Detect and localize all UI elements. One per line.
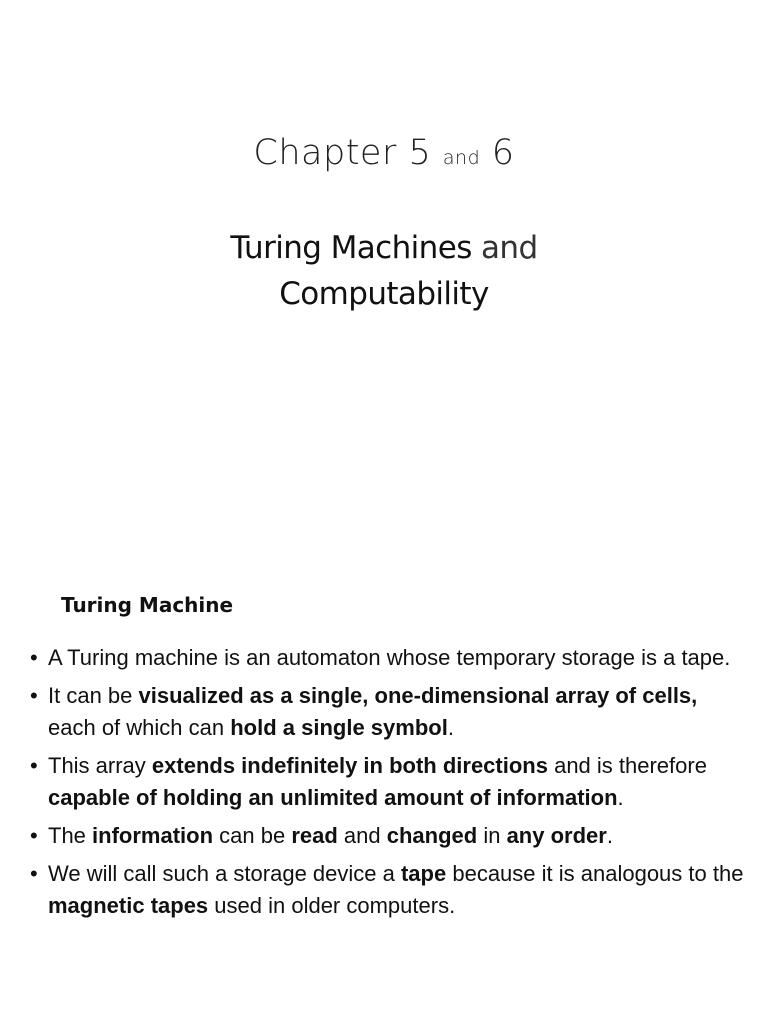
subtitle-and: and <box>481 230 538 266</box>
bullet-item <box>30 858 750 922</box>
bullet-bold-text: information <box>92 823 214 848</box>
bullet-bold-text: capable of holding an unlimited amount of information <box>48 785 618 810</box>
bullet-text: and is therefore <box>547 753 707 778</box>
bullet-text: in <box>477 823 507 848</box>
bullet-list <box>30 642 750 928</box>
bullet-item <box>30 642 750 674</box>
bullet-bold-text: tape <box>400 861 447 886</box>
bullet-bold-text: magnetic tapes <box>48 893 209 918</box>
slide-subtitle <box>0 225 768 317</box>
chapter-number: 6 <box>491 133 515 173</box>
bullet-item <box>30 680 750 744</box>
bullet-text: A Turing machine is an automaton whose temporary storage is a tape. <box>48 645 731 670</box>
bullet-text: . <box>447 715 454 740</box>
content-slide <box>0 560 768 1024</box>
bullet-text: used in older computers. <box>208 893 456 918</box>
bullet-dot-icon: • <box>30 823 38 848</box>
bullet-bold-text: read <box>291 823 338 848</box>
bullet-text: This array <box>48 753 152 778</box>
bullet-bold-text: hold a single symbol <box>230 715 448 740</box>
chapter-title <box>0 128 768 183</box>
bullet-text: each of which can <box>48 715 231 740</box>
bullet-text: . <box>606 823 613 848</box>
chapter-and: and <box>442 147 481 169</box>
bullet-text: It can be <box>48 683 139 708</box>
bullet-dot-icon: • <box>30 753 38 778</box>
bullet-bold-text: any order <box>506 823 607 848</box>
bullet-text: The <box>48 823 93 848</box>
bullet-bold-text: changed <box>386 823 478 848</box>
bullet-bold-text: visualized as a single, one-dimensional array of cells, <box>138 683 698 708</box>
bullet-text: because it is analogous to the <box>446 861 744 886</box>
bullet-dot-icon: • <box>30 645 38 670</box>
bullet-item <box>30 750 750 814</box>
bullet-item <box>30 820 750 852</box>
bullet-text: . <box>617 785 624 810</box>
section-heading: Turing Machine <box>61 593 234 617</box>
bullet-bold-text: extends indefinitely in both directions <box>151 753 548 778</box>
bullet-dot-icon: • <box>30 861 38 886</box>
bullet-text: We will call such a storage device a <box>48 861 401 886</box>
chapter-main: Chapter 5 <box>253 133 432 173</box>
bullet-dot-icon: • <box>30 683 38 708</box>
subtitle-computability: Computability <box>279 276 489 312</box>
bullet-text: can be <box>213 823 292 848</box>
bullet-text: and <box>337 823 387 848</box>
subtitle-turing-machines: Turing Machines <box>230 230 472 266</box>
